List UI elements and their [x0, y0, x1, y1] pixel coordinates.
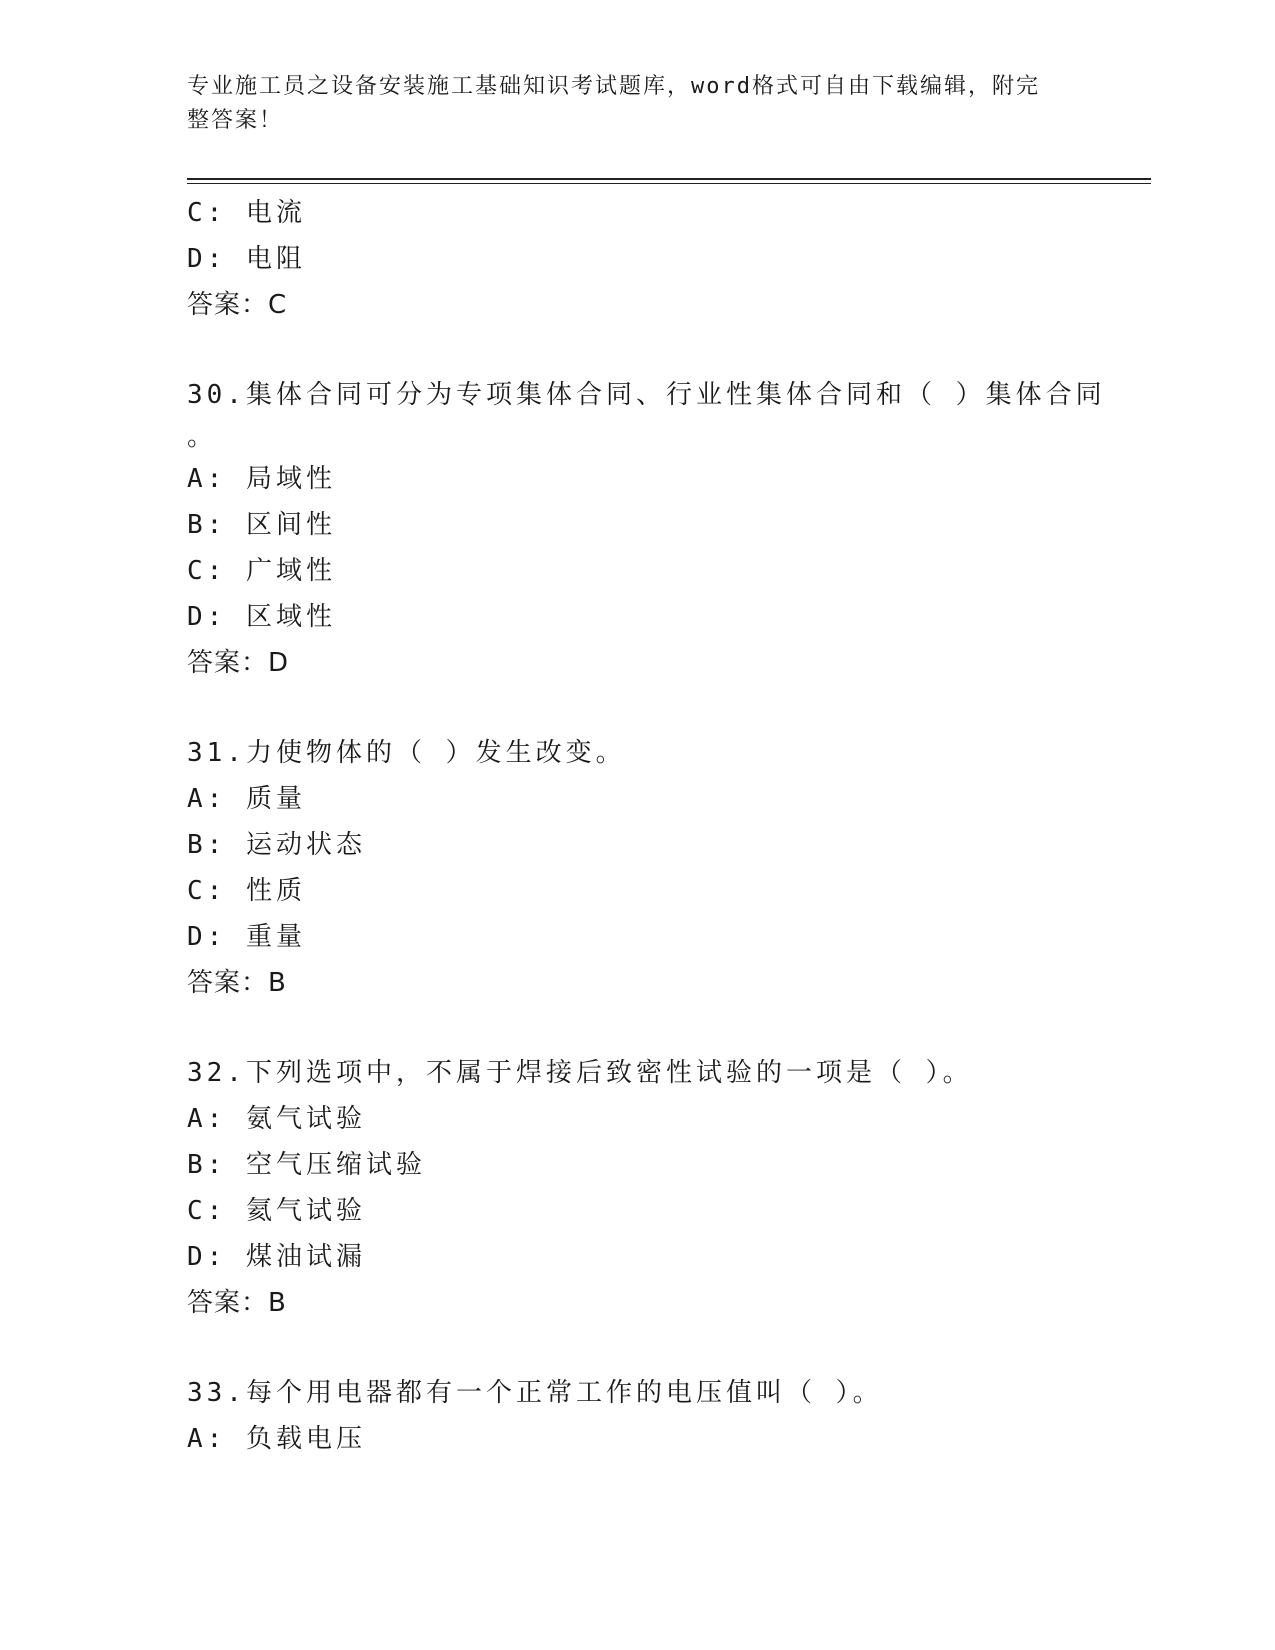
option-c: C: 氦气试验 [187, 1196, 366, 1226]
option-d: D: 电阻 [187, 244, 306, 274]
question-stem-continuation: 。 [187, 422, 218, 452]
question-stem: 31.力使物体的（ ）发生改变。 [187, 738, 626, 768]
header-title-line2: 整答案！ [187, 108, 284, 133]
header-title-line1: 专业施工员之设备安装施工基础知识考试题库，word格式可自由下载编辑，附完 [187, 74, 1040, 99]
document-body [187, 190, 1127, 1462]
option-c: C: 电流 [187, 198, 306, 228]
question-stem: 32.下列选项中，不属于焊接后致密性试验的一项是（ ）。 [187, 1058, 973, 1088]
option-c: C: 性质 [187, 876, 306, 906]
header-divider-thick [187, 178, 1151, 180]
option-c: C: 广域性 [187, 556, 336, 586]
document-header [187, 70, 1067, 138]
option-d: D: 重量 [187, 922, 306, 952]
answer-line: 答案：C [187, 290, 288, 320]
option-d: D: 煤油试漏 [187, 1242, 366, 1272]
option-a: A: 质量 [187, 784, 306, 814]
question-32 [187, 1050, 1127, 1326]
option-b: B: 空气压缩试验 [187, 1150, 426, 1180]
option-a: A: 氨气试验 [187, 1104, 366, 1134]
question-29-continuation [187, 190, 1127, 328]
answer-line: 答案：B [187, 968, 287, 998]
option-b: B: 区间性 [187, 510, 336, 540]
answer-line: 答案：B [187, 1288, 287, 1318]
question-30 [187, 372, 1127, 686]
question-stem: 33.每个用电器都有一个正常工作的电压值叫（ ）。 [187, 1378, 883, 1408]
question-33 [187, 1370, 1127, 1462]
option-d: D: 区域性 [187, 602, 336, 632]
option-a: A: 负载电压 [187, 1424, 366, 1454]
question-31 [187, 730, 1127, 1006]
option-b: B: 运动状态 [187, 830, 366, 860]
option-a: A: 局域性 [187, 464, 336, 494]
answer-line: 答案：D [187, 648, 290, 678]
question-stem: 30.集体合同可分为专项集体合同、行业性集体合同和（ ）集体合同 [187, 380, 1106, 410]
header-divider-thin [187, 183, 1151, 184]
